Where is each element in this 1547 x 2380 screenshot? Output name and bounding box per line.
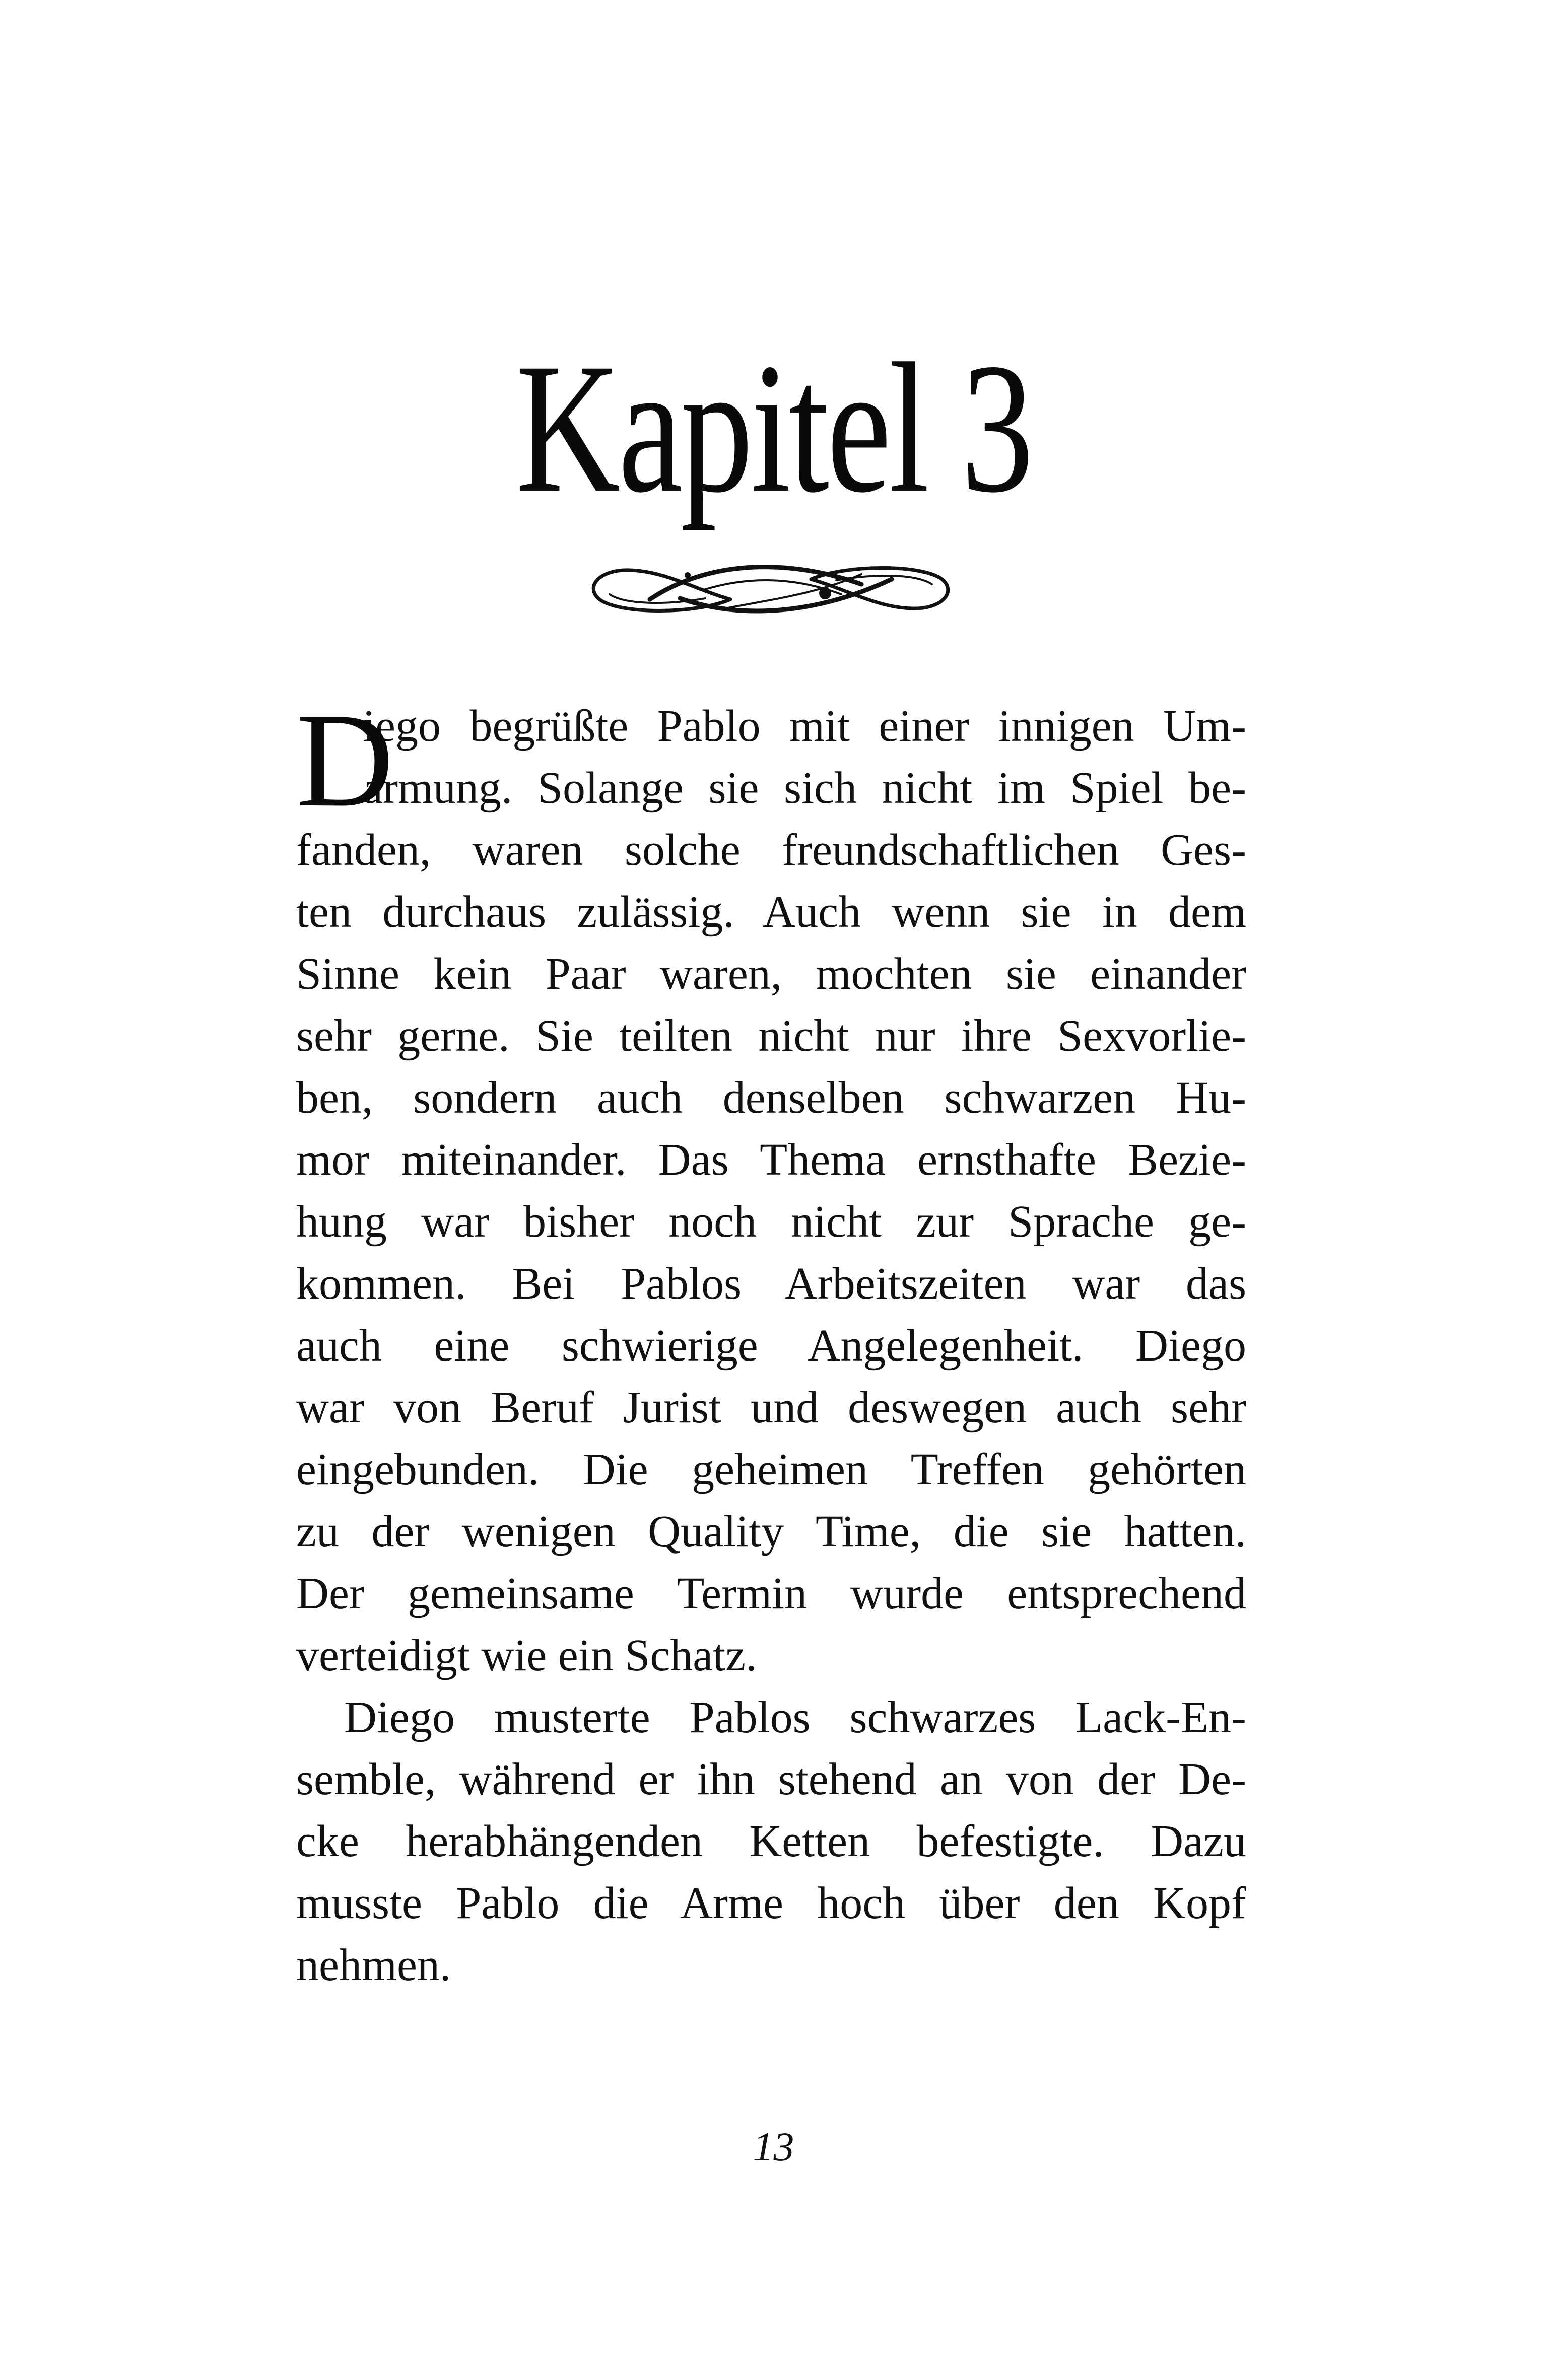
text-line: cke herabhängenden Ketten befestigte. Dazu bbox=[296, 1816, 1246, 1866]
text-line: Sinne kein Paar waren, mochten sie einander bbox=[296, 949, 1246, 999]
text-line: Der gemeinsame Termin wurde entsprechend bbox=[296, 1569, 1246, 1618]
text-line: auch eine schwierige Angelegenheit. Diego bbox=[296, 1321, 1246, 1371]
paragraph-2 bbox=[296, 1686, 1246, 1996]
text-line: semble, während er ihn stehend an von der De- bbox=[296, 1754, 1246, 1804]
chapter-title: Kapitel 3 bbox=[515, 325, 1032, 531]
text-line: war von Beruf Jurist und deswegen auch sehr bbox=[296, 1383, 1246, 1433]
text-line: sehr gerne. Sie teilten nicht nur ihre Sexvorlie- bbox=[296, 1011, 1246, 1061]
text-line: mor miteinander. Das Thema ernsthafte Bezie- bbox=[296, 1135, 1246, 1185]
paragraph-1 bbox=[296, 685, 1246, 1686]
text-line: kommen. Bei Pablos Arbeitszeiten war das bbox=[296, 1259, 1246, 1309]
text-line: hung war bisher noch nicht zur Sprache ge- bbox=[296, 1197, 1246, 1247]
text-line: ben, sondern auch denselben schwarzen Hu- bbox=[296, 1073, 1246, 1123]
text-line: armung. Solange sie sich nicht im Spiel be- bbox=[363, 763, 1246, 813]
text-line: eingebunden. Die geheimen Treffen gehörten bbox=[296, 1445, 1246, 1494]
page-number: 13 bbox=[753, 2124, 794, 2169]
text-line: fanden, waren solche freundschaftlichen Ges- bbox=[296, 825, 1246, 875]
text-line: musste Pablo die Arme hoch über den Kopf bbox=[296, 1878, 1246, 1928]
chapter-body bbox=[296, 685, 1246, 1996]
text-line: iego begrüßte Pablo mit einer innigen Um- bbox=[363, 701, 1246, 751]
text-line: ten durchaus zulässig. Auch wenn sie in dem bbox=[296, 887, 1246, 937]
text-line: verteidigt wie ein Schatz. bbox=[296, 1630, 757, 1680]
text-line: nehmen. bbox=[296, 1940, 451, 1990]
text-line: Diego musterte Pablos schwarzes Lack-En- bbox=[344, 1692, 1246, 1742]
flourish-ornament-icon bbox=[579, 539, 962, 640]
text-line: zu der wenigen Quality Time, die sie hatten. bbox=[296, 1507, 1246, 1556]
drop-cap: D bbox=[296, 685, 394, 835]
